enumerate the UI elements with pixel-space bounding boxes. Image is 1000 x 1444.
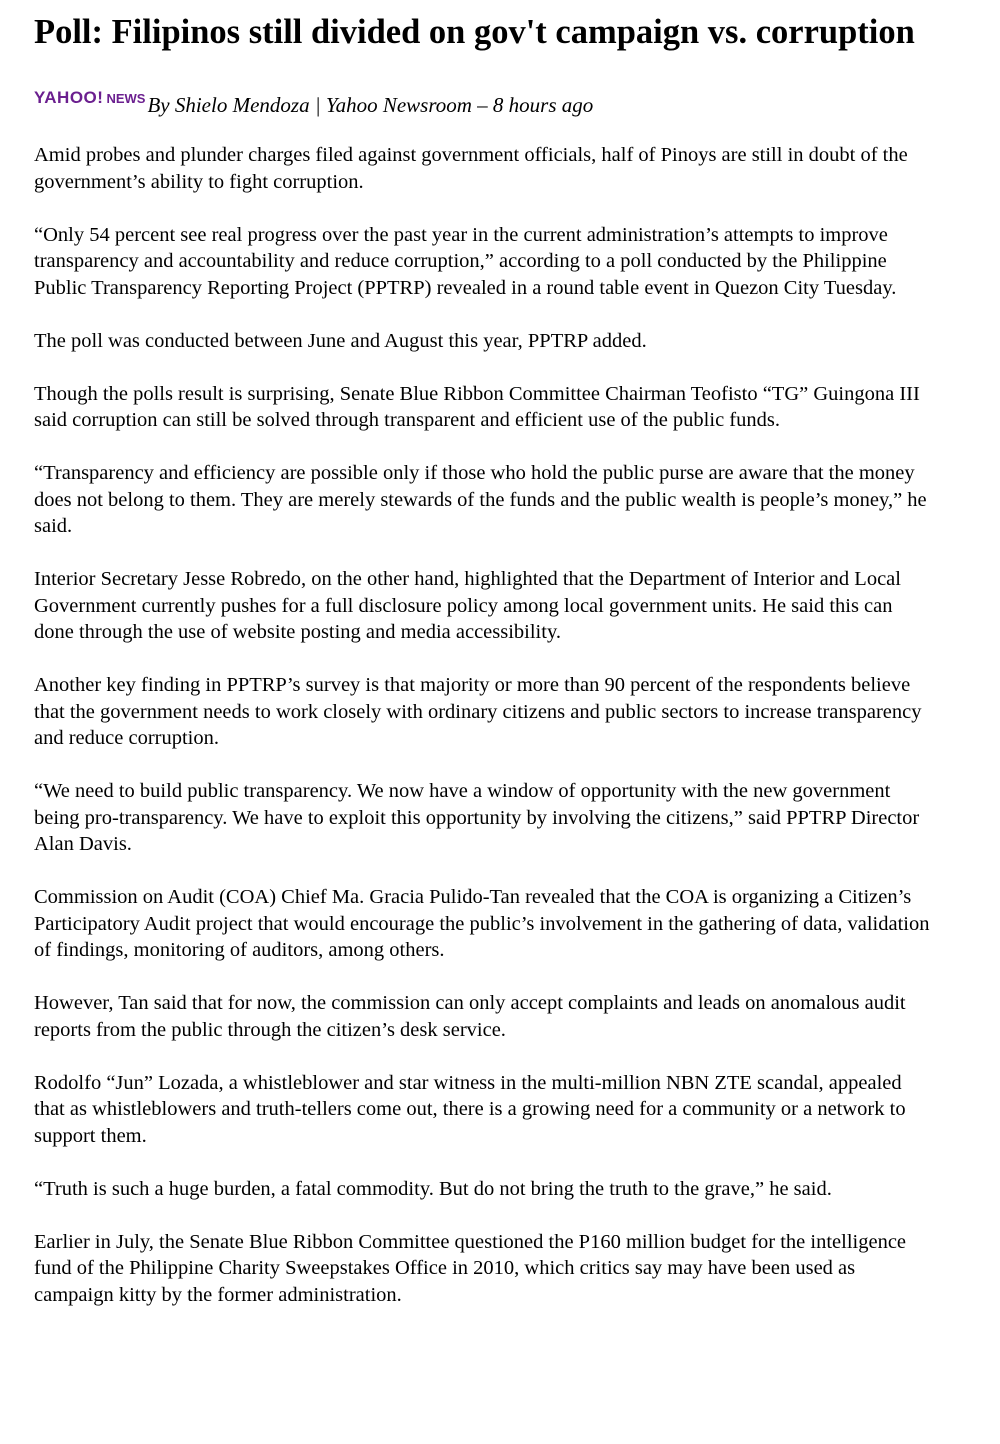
article: [34, 0, 934, 1335]
paragraph-6: Interior Secretary Jesse Robredo, on the other hand, highlighted that the Department of Interior and Local Government currently pushes for a full disclosure policy among local government units. He said this can done through the use of website posting and media accessibility.: [34, 568, 901, 643]
byline-text: By Shielo Mendoza | Yahoo Newsroom – 8 hours ago: [147, 93, 594, 117]
paragraph-3: The poll was conducted between June and August this year, PPTRP added.: [34, 329, 647, 352]
paragraph-5: “Transparency and efficiency are possible only if those who hold the public purse are aware that the money does not belong to them. They are merely stewards of the funds and the public wealth is people’s money,” he said.: [34, 462, 927, 537]
paragraph-11: Rodolfo “Jun” Lozada, a whistleblower and star witness in the multi-million NBN ZTE scandal, appealed that as whistleblowers and truth-tellers come out, there is a growing need for a community or a network to support them.: [34, 1071, 906, 1147]
paragraph-4: Though the polls result is surprising, Senate Blue Ribbon Committee Chairman Teofisto “TG” Guingona III said corruption can still be solved through transparent and efficient use of the public funds.: [34, 382, 920, 431]
paragraph-13: Earlier in July, the Senate Blue Ribbon Committee questioned the P160 million budget for the intelligence fund of the Philippine Charity Sweepstakes Office in 2010, which critics say may have been used as campaign kitty by the former administration.: [34, 1230, 907, 1306]
paragraph-8: “We need to build public transparency. We now have a window of opportunity with the new government being pro-transparency. We have to exploit this opportunity by involving the citizens,” said PPTRP Director Alan Davis.: [34, 780, 920, 855]
paragraph-1: Amid probes and plunder charges filed against government officials, half of Pinoys are still in doubt of the government’s ability to fight corruption.: [34, 144, 908, 193]
news-logo-text: NEWS: [106, 91, 146, 106]
yahoo-news-logo: [34, 88, 145, 108]
byline: [34, 89, 934, 117]
paragraph-9: Commission on Audit (COA) Chief Ma. Gracia Pulido-Tan revealed that the COA is organizing a Citizen’s Participatory Audit project that would encourage the public’s involvement in the gathering of data, validation of findings, monitoring of auditors, among others.: [34, 886, 930, 961]
paragraph-7: Another key finding in PPTRP’s survey is that majority or more than 90 percent of the respondents believe that the government needs to work closely with ordinary citizens and public sectors to increase transparency and reduce corruption.: [34, 674, 922, 749]
paragraph-12: “Truth is such a huge burden, a fatal commodity. But do not bring the truth to the grave,” he said.: [34, 1177, 832, 1200]
paragraph-10: However, Tan said that for now, the commission can only accept complaints and leads on anomalous audit reports from the public through the citizen’s desk service.: [34, 992, 906, 1041]
article-title: Poll: Filipinos still divided on gov't campaign vs. corruption: [34, 13, 915, 51]
yahoo-logo-text: YAHOO!: [34, 88, 104, 107]
article-body: [34, 142, 934, 1308]
paragraph-2: “Only 54 percent see real progress over the past year in the current administration’s attempts to improve transparency and accountability and reduce corruption,” according to a poll conducted by the Philippine Public Transparency Reporting Project (PPTRP) revealed in a round table event in Quezon City Tuesday.: [34, 223, 897, 299]
